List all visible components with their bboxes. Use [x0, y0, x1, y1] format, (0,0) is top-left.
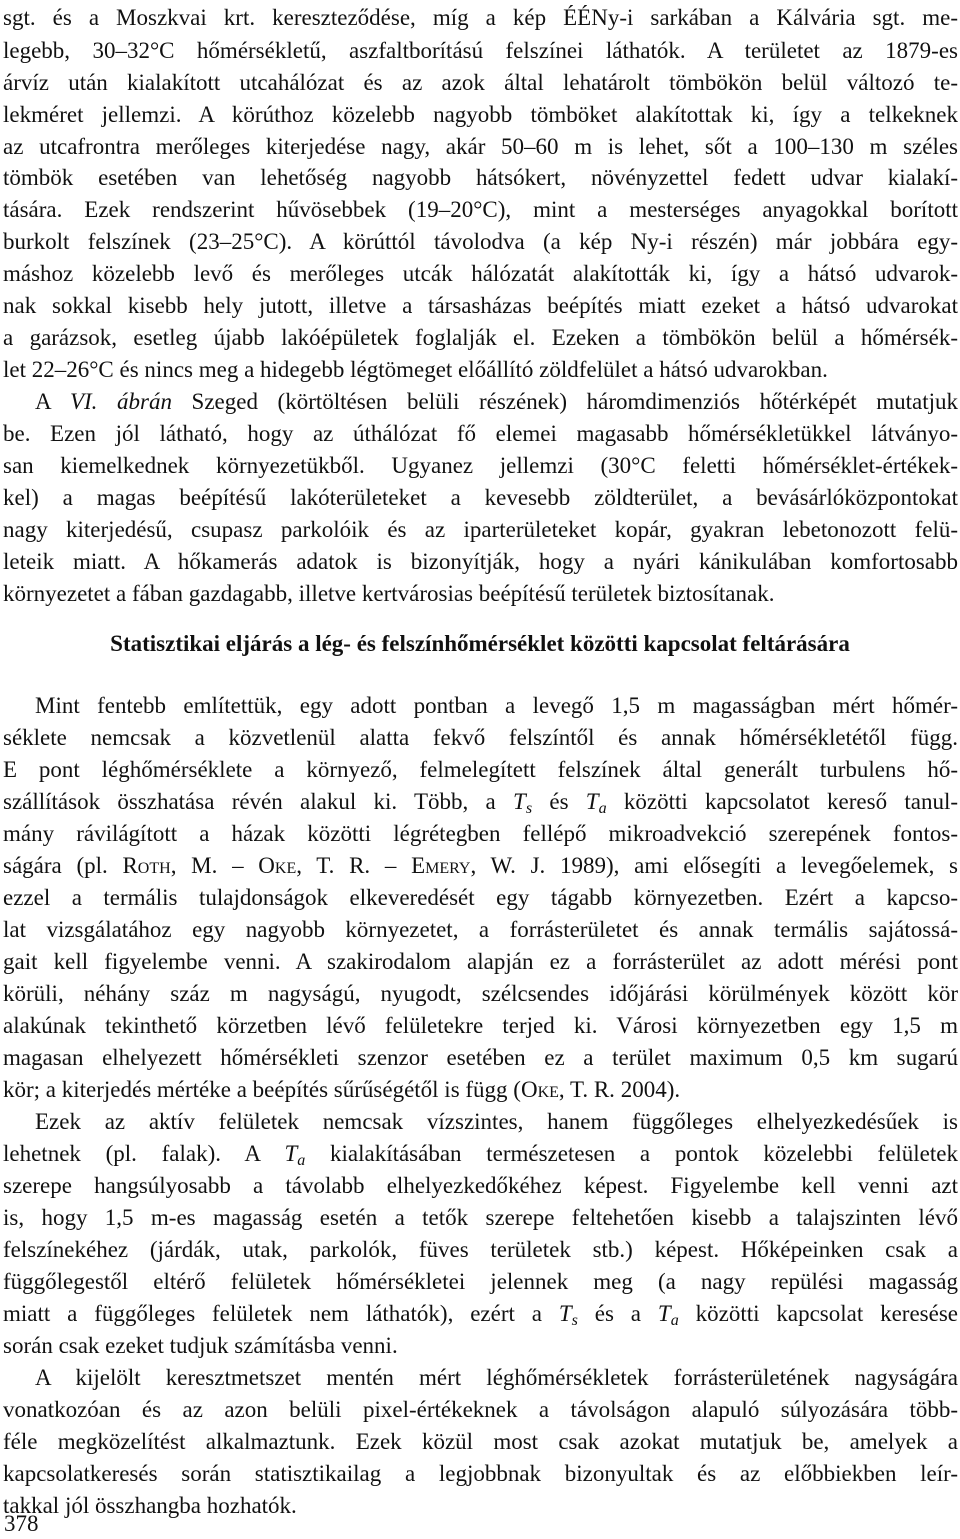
symbol-t: T	[513, 789, 526, 814]
figure-reference: VI. ábrán	[69, 389, 172, 414]
text-span: és a	[577, 1301, 658, 1326]
subscript-a: a	[670, 1312, 679, 1330]
text-line: felszínekéhez (járdák, utak, parkolók, füves területek stb.) képest. Hőképeinken csak a	[3, 1237, 958, 1262]
text-line: san kiemelkednek környezetükből. Ugyanez jellemzi (30°C feletti hőmérséklet-értékek-	[3, 453, 958, 478]
symbol-t: T	[284, 1141, 298, 1166]
text-line: környezetet a fában gazdagabb, illetve kertvárosias beépítésű területek biztosítanak.	[3, 581, 775, 606]
text-span: szállítások összhatása révén alakul ki. Több, a	[3, 789, 514, 814]
symbol-t-a	[284, 1141, 306, 1170]
text-line: be. Ezen jól látható, hogy az úthálózat fő elemei magasabb hőmérsékletükkel látványo-	[3, 421, 958, 446]
subscript-a: a	[598, 800, 607, 818]
text-span: közötti kapcsolatot kereső tanul-	[606, 789, 958, 814]
text-span: és	[532, 789, 586, 814]
text-span: közötti kapcsolat keresése	[678, 1301, 958, 1326]
text-line	[3, 850, 958, 881]
text-line: mány rávilágított a házak közötti légrétegben fellépő mikroadvekció szerepének fontos-	[3, 821, 958, 846]
citation: Oke, T. R.	[520, 1077, 615, 1102]
text-line: Ezek az aktív felületek nemcsak vízszintes, hanem függőleges elhelyezkedésűek is	[35, 1109, 958, 1134]
symbol-t: T	[585, 789, 599, 814]
section-heading: Statisztikai eljárás a lég- és felszínhőmérséklet közötti kapcsolat feltárására	[110, 631, 850, 656]
symbol-t-s	[558, 1301, 578, 1330]
text-line: árvíz után kialakított utcahálózat és az azok által lehatárolt tömbökön belül változó te-	[3, 70, 958, 95]
text-line: gait kell figyelembe venni. A szakirodalom alapján ez a forrásterület az adott mérési pont	[3, 949, 958, 974]
text-line: séklete nemcsak a közvetlenül alatta fekvő felszíntől és annak hőmérsékletétől függ.	[3, 725, 958, 750]
text-line: tömbök esetében van lehetőség nagyobb hátsókert, növényzettel fedett udvar kialakí-	[3, 165, 958, 190]
text-line: a garázsok, esetleg újabb lakóépületek foglalják el. Ezeken a tömbökön belül a hőmérsék-	[3, 325, 958, 350]
symbol-t-a	[585, 789, 607, 818]
text-line: takkal jól összhangba hozhatók.	[3, 1493, 297, 1518]
text-span: kialakításában természetesen a pontok közelebbi felületek	[305, 1141, 958, 1166]
text-span: 1989), ami elősegíti a levegőelemek, s	[545, 853, 958, 878]
text-span: kör; a kiterjedés mértéke a beépítés sűrűségétől is függ (	[3, 1077, 521, 1102]
text-line: nak sokkal kisebb hely jutott, illetve a társasházas beépítés miatt ezeket a hátsó udvarokat	[3, 293, 958, 318]
text-line: A kijelölt keresztmetszet mentén mért léghőmérsékletek forrásterületének nagyságára	[35, 1365, 958, 1390]
text-span: 2004).	[614, 1077, 681, 1102]
citation: Roth, M. – Oke, T. R. – Emery, W. J.	[122, 853, 546, 878]
text-line: lekméret jellemzi. A körúthoz közelebb nagyobb tömböket alakítottak ki, így a telkeknek	[3, 102, 958, 127]
text-span: ságára (pl.	[3, 853, 123, 878]
text-line: E pont léghőmérséklete a környező, felmelegített felszínek által generált turbulens hő-	[3, 757, 958, 782]
text-line: során csak ezeket tudjuk számításba venni.	[3, 1333, 398, 1358]
text-line	[3, 1074, 958, 1105]
text-line: féle megközelítést alkalmaztunk. Ezek közül most csak azokat mutatjuk be, amelyek a	[3, 1429, 958, 1454]
subscript-a: a	[297, 1152, 306, 1170]
text-line: legebb, 30–32°C hőmérsékletű, aszfaltborítású felszínei láthatók. A területet az 1879-es	[3, 38, 958, 63]
symbol-t-a	[657, 1301, 679, 1330]
subscript-s: s	[571, 1312, 578, 1330]
text-line: Mint fentebb említettük, egy adott pontban a levegő 1,5 m magasságban mért hőmér-	[35, 693, 958, 718]
text-span: miatt a függőleges felületek nem láthatók), ezért a	[3, 1301, 559, 1326]
text-line: körüli, néhány száz m nagyságú, nyugodt, szélcsendes időjárási körülmények között kör	[3, 981, 958, 1006]
text-line: kapcsolatkeresés során statisztikailag a legjobbnak bizonyultak és az előbbiekben leír-	[3, 1461, 958, 1486]
text-line	[3, 786, 958, 817]
text-line: lat vizsgálatához egy nagyobb környezetet, a forrásterületet és annak termális sajátossá-	[3, 917, 958, 942]
text-line: sgt. és a Moszkvai krt. kereszteződése, míg a kép ÉÉNy-i sarkában a Kálvária sgt. me-	[3, 5, 958, 30]
text-line: függőlegestől eltérő felületek hőmérsékletei jelennek meg (a nagy repülési magasság	[3, 1269, 958, 1294]
text-line: nagy kiterjedésű, csupasz parkolóik és az iparterületeket kopár, gyakran lebetonozott felü-	[3, 517, 958, 542]
text-span: Szeged (körtöltésen belüli részének) háromdimenziós hőtérképét mutatjuk	[171, 389, 958, 414]
text-line: burkolt felszínek (23–25°C). A körúttól távolodva (a kép Ny-i részén) már jobbára egy-	[3, 229, 958, 254]
text-line: máshoz közelebb levő és merőleges utcák hálózatát alakították ki, így a hátsó udvarok-	[3, 261, 958, 286]
symbol-t: T	[558, 1301, 572, 1326]
text-line: magasan elhelyezett hőmérsékleti szenzor esetében ez a terület maximum 0,5 km sugarú	[3, 1045, 958, 1070]
text-line	[3, 1298, 958, 1329]
text-line: alakúnak tekinthető körzetben lévő felületekre terjed ki. Városi környezetben egy 1,5 m	[3, 1013, 958, 1038]
symbol-t: T	[657, 1301, 671, 1326]
text-line: szerepe hangsúlyosabb a távolabb elhelyezkedőkéhez képest. Figyelembe kell venni azt	[3, 1173, 958, 1198]
symbol-t-s	[513, 789, 533, 818]
text-line: az utcafrontra merőleges kiterjedése nagy, akár 50–60 m is lehet, sőt a 100–130 m széles	[3, 134, 958, 159]
text-line: vonatkozóan és az azon belüli pixel-értékeknek a távolságon alapuló súlyozására több-	[3, 1397, 958, 1422]
text-line: let 22–26°C és nincs meg a hidegebb légtömeget előállító zöldfelület a hátsó udvarokban.	[3, 357, 828, 382]
text-line: is, hogy 1,5 m-es magasság esetén a tetők szerepe feltehetően kisebb a talajszinten lévő	[3, 1205, 958, 1230]
text-line: leteik miatt. A hőkamerás adatok is bizonyítják, hogy a nyári kánikulában komfortosabb	[3, 549, 958, 574]
text-span: A	[35, 389, 70, 414]
text-line: ezzel a termális tulajdonságok elkeveredését egy tágabb környezetben. Ezért a kapcso-	[3, 885, 958, 910]
text-span: lehetnek (pl. falak). A	[3, 1141, 285, 1166]
page-number: 378	[4, 1511, 39, 1536]
subscript-s: s	[525, 800, 533, 818]
text-line: kel) a magas beépítésű lakóterületeket a kevesebb zöldterület, a bevásárlóközpontokat	[3, 485, 958, 510]
text-line: tására. Ezek rendszerint hűvösebbek (19–20°C), mint a mesterséges anyagokkal borított	[3, 197, 958, 222]
text-line	[35, 386, 958, 417]
text-line	[3, 1138, 958, 1169]
